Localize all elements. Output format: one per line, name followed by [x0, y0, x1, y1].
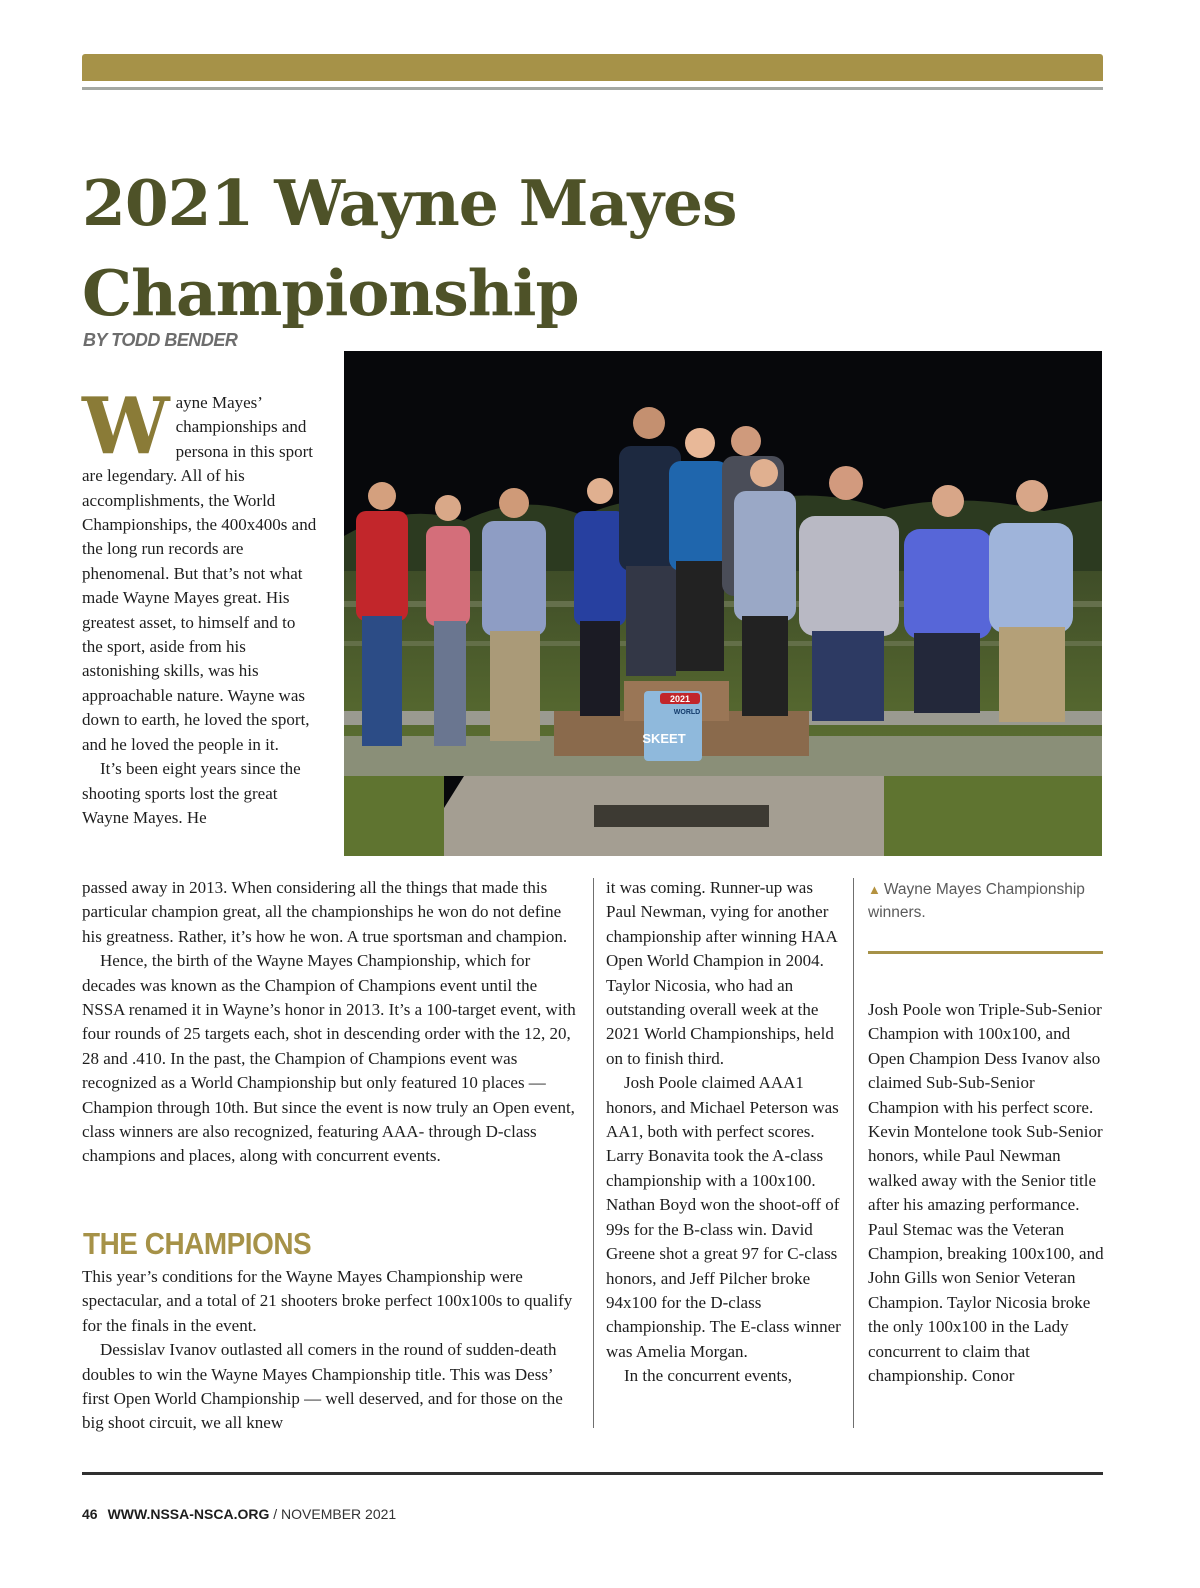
footer-separator: /: [269, 1506, 282, 1522]
paragraph-2-continued: passed away in 2013. When considering all the things that made this particular champion great, all the championships he won do not define his greatness. Rather, it’s how he won. A true sportsman and champion.: [82, 878, 568, 946]
header-divider: [82, 87, 1103, 90]
main-column-upper: [82, 876, 579, 1169]
middle-paragraph-2: Josh Poole claimed AAA1 honors, and Michael Peterson was AA1, both with perfect scores. Larry Bonavita took the A-class championship with a 100x100. Nathan Boyd won the shoot-off of 99s for the B-class win. David Greene shot a great 97 for C-class honors, and Jeff Pilcher broke 94x100 for the D-class championship. The E-class winner was Amelia Morgan.: [606, 1073, 841, 1361]
sign-word: WORLD: [673, 709, 701, 716]
page-footer: [82, 1506, 396, 1522]
caption-text: Wayne Mayes Championship winners.: [868, 881, 1085, 921]
right-paragraph-1: Josh Poole won Triple-Sub-Senior Champion with 100x100, and Open Champion Dess Ivanov also claimed Sub-Sub-Senior Champion with his perfect score. Kevin Montelone took Sub-Senior honors, while Paul Newman walked away with the Senior title after his amazing performance. Paul Stemac was the Veteran Champion, breaking 100x100, and John Gills won Senior Veteran Champion. Taylor Nicosia broke the only 100x100 in the Lady concurrent to claim that championship. Conor: [868, 1000, 1104, 1386]
championship-photo: [344, 351, 1102, 856]
world-skeet-sign: [642, 691, 702, 761]
footer-divider: [82, 1472, 1103, 1475]
title-line-1: 2021 Wayne Mayes: [82, 166, 737, 240]
sign-year: 2021: [669, 694, 691, 704]
paragraph-3: Hence, the birth of the Wayne Mayes Championship, which for decades was known as the Champion of Champions event until the NSSA renamed it in Wayne’s honor in 2013. It’s a 100-target event, with four rounds of 25 targets each, shot in descending order with the 12, 20, 28 and .410. In the past, the Champion of Champions event was recognized as a World Championship but only featured 10 places — Champion through 10th. But since the event is now truly an Open event, class winners are also recognized, featuring AAA- through D-class champions and places, along with concurrent events.: [82, 951, 576, 1166]
byline: BY TODD BENDER: [83, 330, 238, 350]
caption-divider: [868, 951, 1103, 954]
page-number: 46: [82, 1506, 98, 1522]
intro-paragraph: ayne Mayes’ championships and persona in this sport are legendary. All of his accomplishments, the World Championships, the 400x400s and the long run records are phenomenal. But that’s not what made Wayne Mayes great. His greatest asset, to himself and to the sport, aside from his astonishing skills, was his approachable nature. Wayne was down to earth, he loved the sport, and he loved the people in it.: [82, 393, 317, 754]
column-divider-2: [853, 878, 854, 1428]
column-divider-1: [593, 878, 594, 1428]
intro-column: [82, 381, 317, 830]
title-line-2: Championship: [82, 256, 579, 330]
section-heading: THE CHAMPIONS: [83, 1226, 312, 1261]
main-column-lower: [82, 1265, 579, 1436]
photo-caption: [868, 878, 1103, 924]
right-column: [868, 998, 1106, 1389]
photo-illustration: [344, 351, 1102, 856]
drop-cap: W: [82, 381, 170, 472]
paragraph-2-start: It’s been eight years since the shooting sports lost the great Wayne Mayes. He: [82, 759, 301, 827]
paragraph-5: Dessislav Ivanov outlasted all comers in the round of sudden-death doubles to win the Wayne Mayes Championship title. This was Dess’ first Open World Championship — well deserved, and for those on the big shoot circuit, we all knew: [82, 1340, 563, 1433]
footer-website: WWW.NSSA-NSCA.ORG: [107, 1506, 270, 1522]
sign-letters: SKEET: [642, 731, 686, 746]
caption-triangle-icon: ▲: [868, 882, 881, 897]
article-title: [82, 158, 842, 338]
middle-column: [606, 876, 844, 1389]
middle-paragraph-1: it was coming. Runner-up was Paul Newman, vying for another championship after winning HAA Open World Champion in 2004. Taylor Nicosia, who had an outstanding overall week at the 2021 World Championships, held on to finish third.: [606, 878, 837, 1068]
footer-issue: NOVEMBER 2021: [281, 1506, 397, 1522]
header-accent-bar: [82, 54, 1103, 81]
middle-paragraph-3: In the concurrent events,: [624, 1366, 793, 1386]
paragraph-4: This year’s conditions for the Wayne Mayes Championship were spectacular, and a total of 21 shooters broke perfect 100x100s to qualify for the finals in the event.: [82, 1267, 573, 1335]
